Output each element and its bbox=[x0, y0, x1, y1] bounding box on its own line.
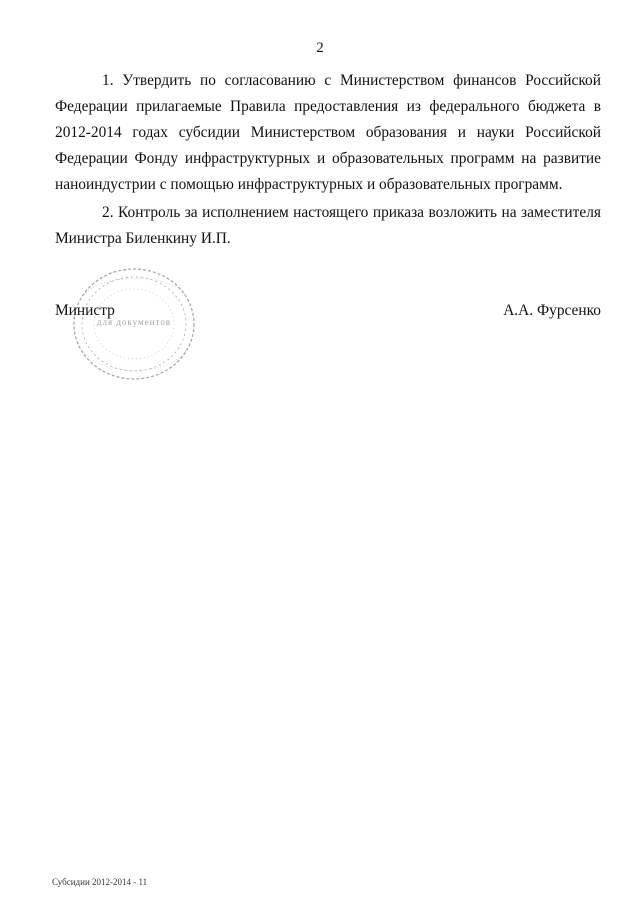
document-body bbox=[55, 68, 601, 252]
signatory-name: А.А. Фурсенко bbox=[503, 302, 601, 319]
signatory-title: Министр bbox=[55, 302, 115, 319]
footer-document-id: Субсидии 2012-2014 - 11 bbox=[52, 877, 148, 887]
paragraph-1: 1. Утвердить по согласованию с Министерством финансов Российской Федерации прилагаемые Правила предоставления из федерального бюджета в 2012-2014 годах субсидии Министерством образования и науки Российской Федерации Фонду инфраструктурных и образовательных программ на развитие наноиндустрии с помощью инфраструктурных и образовательных программ. bbox=[55, 72, 601, 193]
paragraph-2: 2. Контроль за исполнением настоящего приказа возложить на заместителя Министра Биленкину И.П. bbox=[55, 204, 601, 247]
signature-block bbox=[55, 298, 601, 324]
stamp-text: для документов bbox=[96, 317, 172, 327]
official-seal-stamp bbox=[70, 265, 198, 383]
page-number: 2 bbox=[316, 40, 324, 56]
